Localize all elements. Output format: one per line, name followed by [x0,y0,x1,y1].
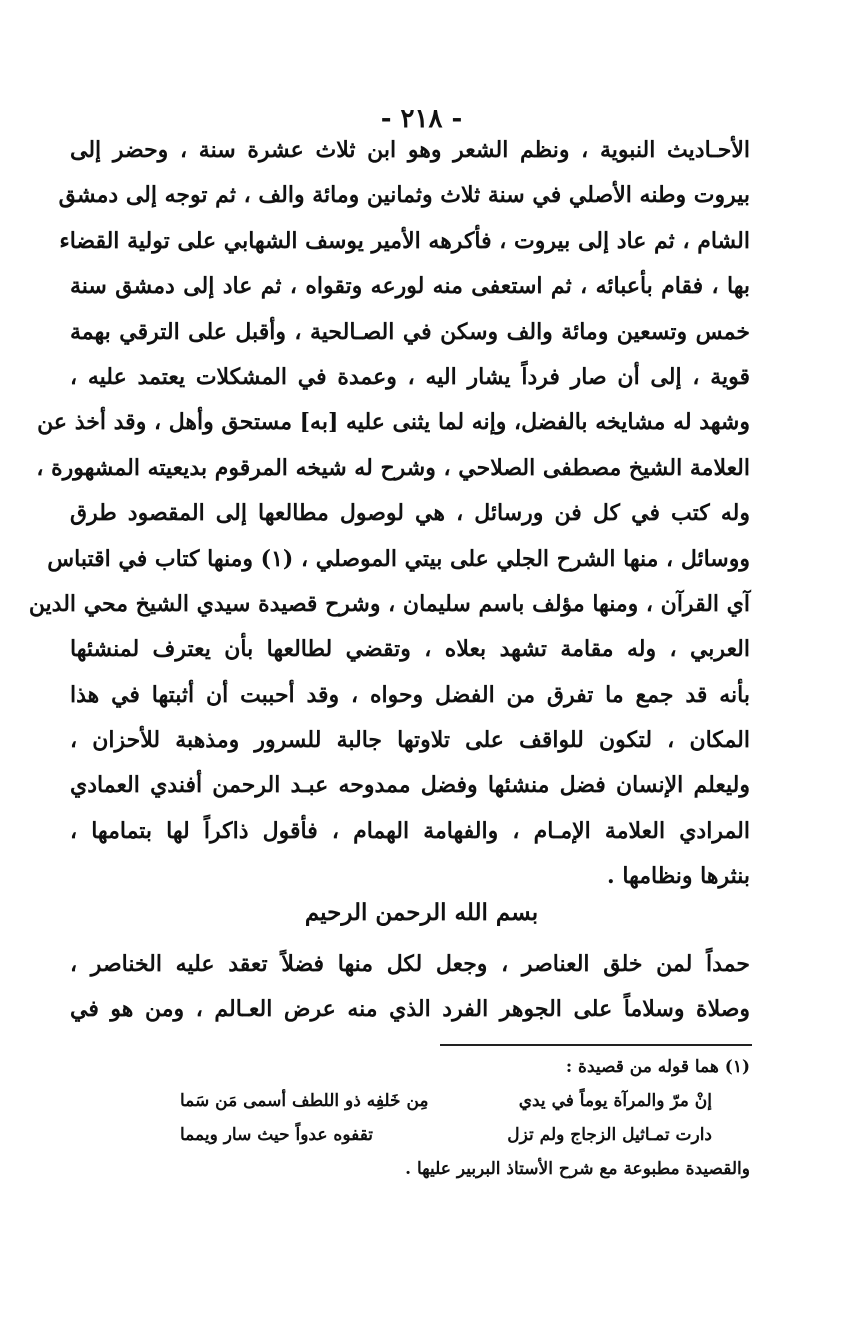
footnote-verse [70,1118,750,1152]
text-line: العربي ، وله مقامة تشهد بعلاه ، وتقضي لطالعها بأن يعترف لمنشئها [70,636,750,663]
text-line: ووسائل ، منها الشرح الجلي على بيتي الموصلي ، (١) ومنها كتاب في اقتباس [47,545,750,572]
verse-second-hemistich: مِن خَلفِه ذو اللطف أسمى مَن سَما [180,1091,429,1111]
footnote-intro: (١) هما قوله من قصيدة : [565,1057,750,1077]
text-line: بها ، فقام بأعبائه ، ثم استعفى منه لورعه وتقواه ، ثم عاد إلى دمشق سنة [70,273,750,300]
text-line: بنثرها ونظامها . [607,863,750,890]
text-line: الأحـاديث النبوية ، ونظم الشعر وهو ابن ثلاث عشرة سنة ، وحضر إلى [70,137,750,163]
text-line: وصلاة وسلاماً على الجوهر الفرد الذي منه عرض العـالم ، ومن هو في [70,996,750,1023]
footnote-separator [440,1044,752,1046]
text-line: الشام ، ثم عاد إلى بيروت ، فأكرهه الأمير يوسف الشهابي على تولية القضاء [59,227,750,254]
text-line: العلامة الشيخ مصطفى الصلاحي ، وشرح له شيخه المرقوم بديعيته المشهورة ، [36,454,750,481]
verse-first-hemistich: إنْ مرّ والمرآة يوماً في يدي [518,1091,712,1111]
page-number: - ٢١٨ - [380,104,463,134]
text-line: المرادي العلامة الإمـام ، والفهامة الهمام ، فأقول ذاكراً لها بتمامها ، [70,817,750,844]
verse-first-hemistich: دارت تمـاثيل الزجاج ولم تزل [507,1125,712,1145]
text-line: وله كتب في كل فن ورسائل ، هي لوصول مطالعها إلى المقصود طرق [70,500,750,527]
second-paragraph [70,942,750,1033]
text-line: خمس وتسعين ومائة والف وسكن في الصـالحية ، وأقبل على الترقي بهمة [70,318,750,345]
text-line: بيروت وطنه الأصلي في سنة ثلاث وثمانين ومائة والف ، ثم توجه إلى دمشق [58,182,750,209]
footnote [70,1050,750,1186]
text-line: وليعلم الإنسان فضل منشئها وفضل ممدوحه عبـد الرحمن أفندي العمادي [70,772,750,799]
text-line: بأنه قد جمع ما تفرق من الفضل وحواه ، وقد أحببت أن أثبتها في هذا [70,681,750,708]
text-line: آي القرآن ، ومنها مؤلف باسم سليمان ، وشرح قصيدة سيدي الشيخ محي الدين [28,590,750,617]
main-paragraph [28,128,750,900]
basmala-heading: بسم الله الرحمن الرحيم [304,899,539,926]
text-line: قوية ، إلى أن صار فرداً يشار اليه ، وعمدة في المشكلات يعتمد عليه ، [70,363,750,390]
text-line: حمداً لمن خلق العناصر ، وجعل لكل منها فضلاً تعقد عليه الخناصر ، [70,951,750,977]
verse-second-hemistich: تقفوه عدواً حيث سار ويمما [180,1125,374,1145]
footnote-note: والقصيدة مطبوعة مع شرح الأستاذ البربير عليها . [405,1159,750,1179]
text-line: المكان ، لتكون للواقف على تلاوتها جالبة للسرور ومذهبة للأحزان ، [70,727,750,754]
footnote-verse [70,1084,750,1118]
text-line: وشهد له مشايخه بالفضل، وإنه لما يثنى عليه [به] مستحق وأهل ، وقد أخذ عن [37,409,750,436]
